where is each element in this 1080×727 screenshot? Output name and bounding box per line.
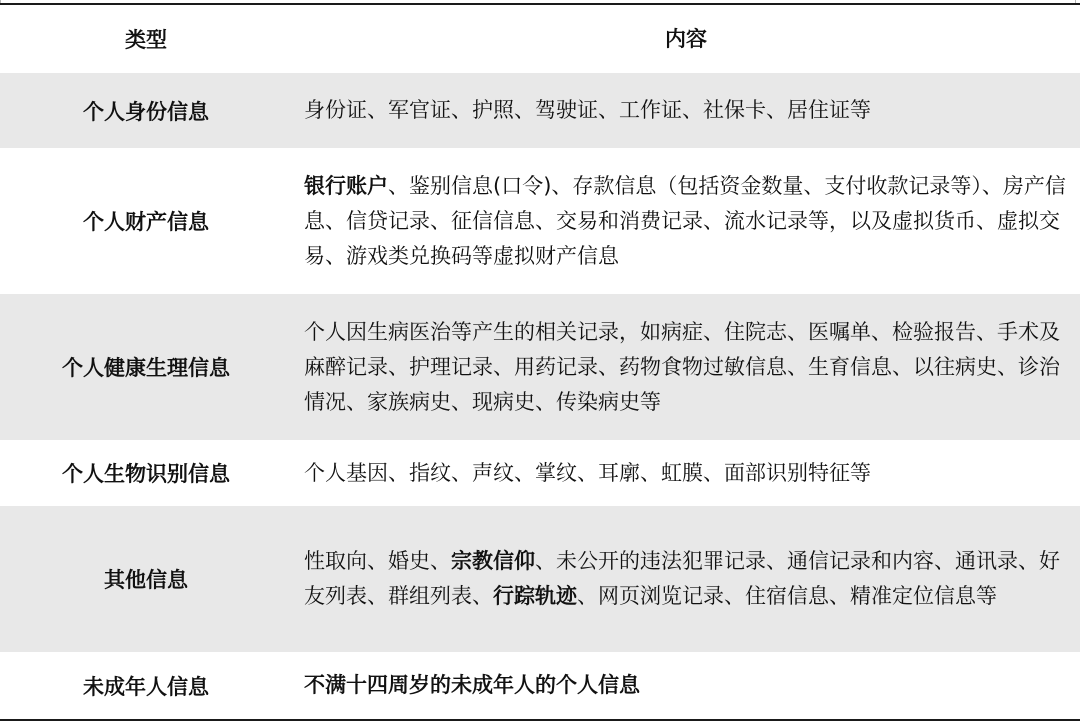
header-content-cell: 内容	[665, 26, 707, 51]
table-row	[0, 506, 1080, 652]
row-content-cell	[292, 544, 1080, 614]
content-text: 性取向、婚史、	[304, 549, 451, 573]
table-row	[0, 652, 1080, 719]
table-row	[0, 73, 1080, 148]
row-type-cell: 个人生物识别信息	[62, 462, 230, 486]
content-text: 、鉴别信息(口令)、存款信息（包括资金数量、支付收款记录等）、房产信息、信贷记录、征信信息、交易和消费记录、流水记录等，以及虚拟货币、虚拟交易、游戏类兑换码等虚拟财产信息	[304, 173, 1066, 268]
content-text: 个人因生病医治等产生的相关记录，如病症、住院志、医嘱单、检验报告、手术及麻醉记录、护理记录、用药记录、药物食物过敏信息、生育信息、以往病史、诊治情况、家族病史、现病史、传染病史等	[304, 319, 1060, 414]
table-bottom-rule	[0, 719, 1080, 721]
row-content-cell	[292, 456, 1080, 491]
content-bold-text: 行踪轨迹	[493, 584, 577, 608]
row-content-cell	[292, 169, 1080, 274]
content-bold-text: 宗教信仰	[451, 549, 535, 573]
row-type-cell: 个人健康生理信息	[62, 356, 230, 380]
table-row	[0, 440, 1080, 506]
row-content-cell	[292, 668, 1080, 703]
content-text: 、网页浏览记录、住宿信息、精准定位信息等	[577, 584, 997, 608]
row-type-cell: 个人财产信息	[83, 210, 209, 234]
header-type-cell: 类型	[125, 28, 167, 52]
content-bold-text: 银行账户	[304, 173, 388, 198]
content-text: 个人基因、指纹、声纹、掌纹、耳廓、虹膜、面部识别特征等	[304, 460, 871, 485]
content-bold-text: 不满十四周岁的未成年人的个人信息	[304, 673, 640, 697]
content-text: 身份证、军官证、护照、驾驶证、工作证、社保卡、居住证等	[304, 98, 871, 122]
row-content-cell	[292, 315, 1080, 420]
row-type-cell: 未成年人信息	[83, 674, 209, 699]
row-content-cell	[292, 93, 1080, 128]
row-type-cell: 其他信息	[104, 568, 188, 592]
row-type-cell: 个人身份信息	[83, 99, 209, 124]
content-text: 、未公开的违法犯罪记录、通信记录和内容、通讯录、好友列表、群组列表、	[304, 549, 1060, 608]
table-row	[0, 148, 1080, 294]
table-header-row	[0, 5, 1080, 73]
table-row	[0, 294, 1080, 440]
